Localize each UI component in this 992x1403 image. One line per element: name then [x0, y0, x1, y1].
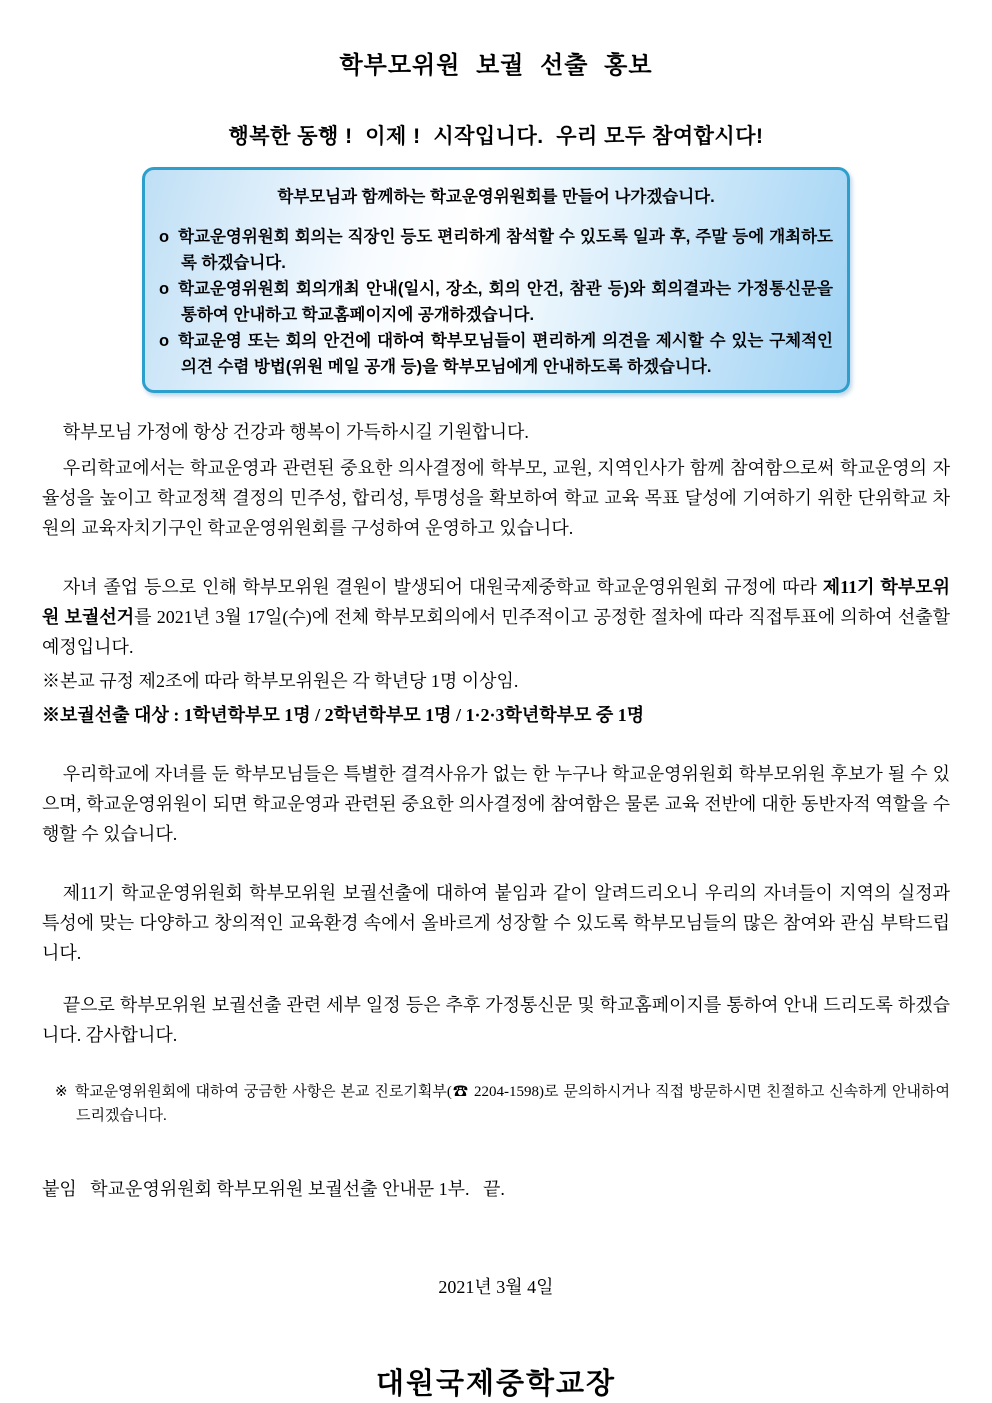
- document-date: 2021년 3월 4일: [438, 1277, 554, 1297]
- contact-note-text: 학교운영위원회에 대하여 궁금한 사항은 본교 진로기획부(☎ 2204-1598)로 문의하시거나 직접 방문하시면 친절하고 신속하게 안내하여 드리겠습니다.: [74, 1084, 950, 1124]
- bullet-text: 학교운영위원회 회의는 직장인 등도 편리하게 참석할 수 있도록 일과 후, 주말 등에 개최하도록 하겠습니다.: [178, 228, 833, 272]
- bullet-marker: o: [159, 228, 170, 246]
- reference-mark: ※: [55, 1084, 69, 1100]
- contact-note: [42, 1080, 950, 1128]
- page-title: 학부모위원 보궐 선출 홍보: [339, 52, 653, 79]
- paragraph-closing: 끝으로 학부모위원 보궐선출 관련 세부 일정 등은 추후 가정통신문 및 학교홈페이지를 통하여 안내 드리도록 하겠습니다. 감사합니다.: [42, 995, 950, 1045]
- attachment-line: 붙임 학교운영위원회 학부모위원 보궐선출 안내문 1부. 끝.: [42, 1179, 505, 1199]
- page-subtitle: 행복한 동행 ! 이제 ! 시작입니다. 우리 모두 참여합시다!: [228, 125, 764, 148]
- bullet-text: 학교운영 또는 회의 안건에 대하여 학부모님들이 편리하게 의견을 제시할 수 있는 구체적인 의견 수렴 방법(위원 메일 공개 등)을 학부모님에게 안내하도록 하겠습니다.: [178, 332, 833, 376]
- bullet-marker: o: [159, 280, 170, 298]
- notice-bullet-3: [159, 328, 833, 380]
- paragraph-intro: 우리학교에서는 학교운영과 관련된 중요한 의사결정에 학부모, 교원, 지역인사가 함께 참여함으로써 학교운영의 자율성을 높이고 학교정책 결정의 민주성, 합리성, 투명성을 확보하여 학교 교육 목표 달성에 기여하기 위한 단위학교 차원의 교육자치기구인 학교운영위원회를 구성하여 운영하고 있습니다.: [42, 458, 950, 538]
- paragraph-announcement: 제11기 학교운영위원회 학부모위원 보궐선출에 대하여 붙임과 같이 알려드리오니 우리의 자녀들이 지역의 실정과 특성에 맞는 다양하고 창의적인 교육환경 속에서 올바르게 성장할 수 있도록 학부모님들의 많은 참여와 관심 부탁드립니다.: [42, 883, 950, 963]
- paragraph-election: [42, 572, 950, 662]
- paragraph-greeting: 학부모님 가정에 항상 건강과 행복이 가득하시길 기원합니다.: [62, 422, 529, 442]
- paragraph-eligibility: 우리학교에 자녀를 둔 학부모님들은 특별한 결격사유가 없는 한 누구나 학교운영위원회 학부모위원 후보가 될 수 있으며, 학교운영위원이 되면 학교운영과 관련된 중요한 의사결정에 참여함은 물론 교육 전반에 대한 동반자적 역할을 수행할 수 있습니다.: [42, 764, 950, 844]
- note-regulation: ※본교 규정 제2조에 따라 학부모위원은 각 학년당 1명 이상임.: [42, 671, 519, 691]
- election-text-pre: 자녀 졸업 등으로 인해 학부모위원 결원이 발생되어 대원국제중학교 학교운영위원회 규정에 따라: [62, 577, 823, 597]
- bullet-marker: o: [159, 332, 170, 350]
- notice-box-heading: 학부모님과 함께하는 학교운영위원회를 만들어 나가겠습니다.: [277, 188, 715, 206]
- highlight-notice-box: [142, 167, 850, 393]
- election-text-bold: 제11기 학부모위원 보궐선거: [42, 577, 950, 627]
- notice-bullet-2: [159, 276, 833, 328]
- election-text-post: 를 2021년 3월 17일(수)에 전체 학부모회의에서 민주적이고 공정한 절차에 따라 직접투표에 의하여 선출할 예정입니다.: [42, 607, 950, 657]
- notice-bullet-1: [159, 224, 833, 276]
- signature-principal: 대원국제중학교장: [375, 1368, 617, 1400]
- bullet-text: 학교운영위원회 회의개최 안내(일시, 장소, 회의 안건, 참관 등)와 회의결과는 가정통신문을 통하여 안내하고 학교홈페이지에 공개하겠습니다.: [178, 280, 833, 324]
- note-election-targets: ※보궐선출 대상 : 1학년학부모 1명 / 2학년학부모 1명 / 1·2·3학년학부모 중 1명: [42, 705, 645, 725]
